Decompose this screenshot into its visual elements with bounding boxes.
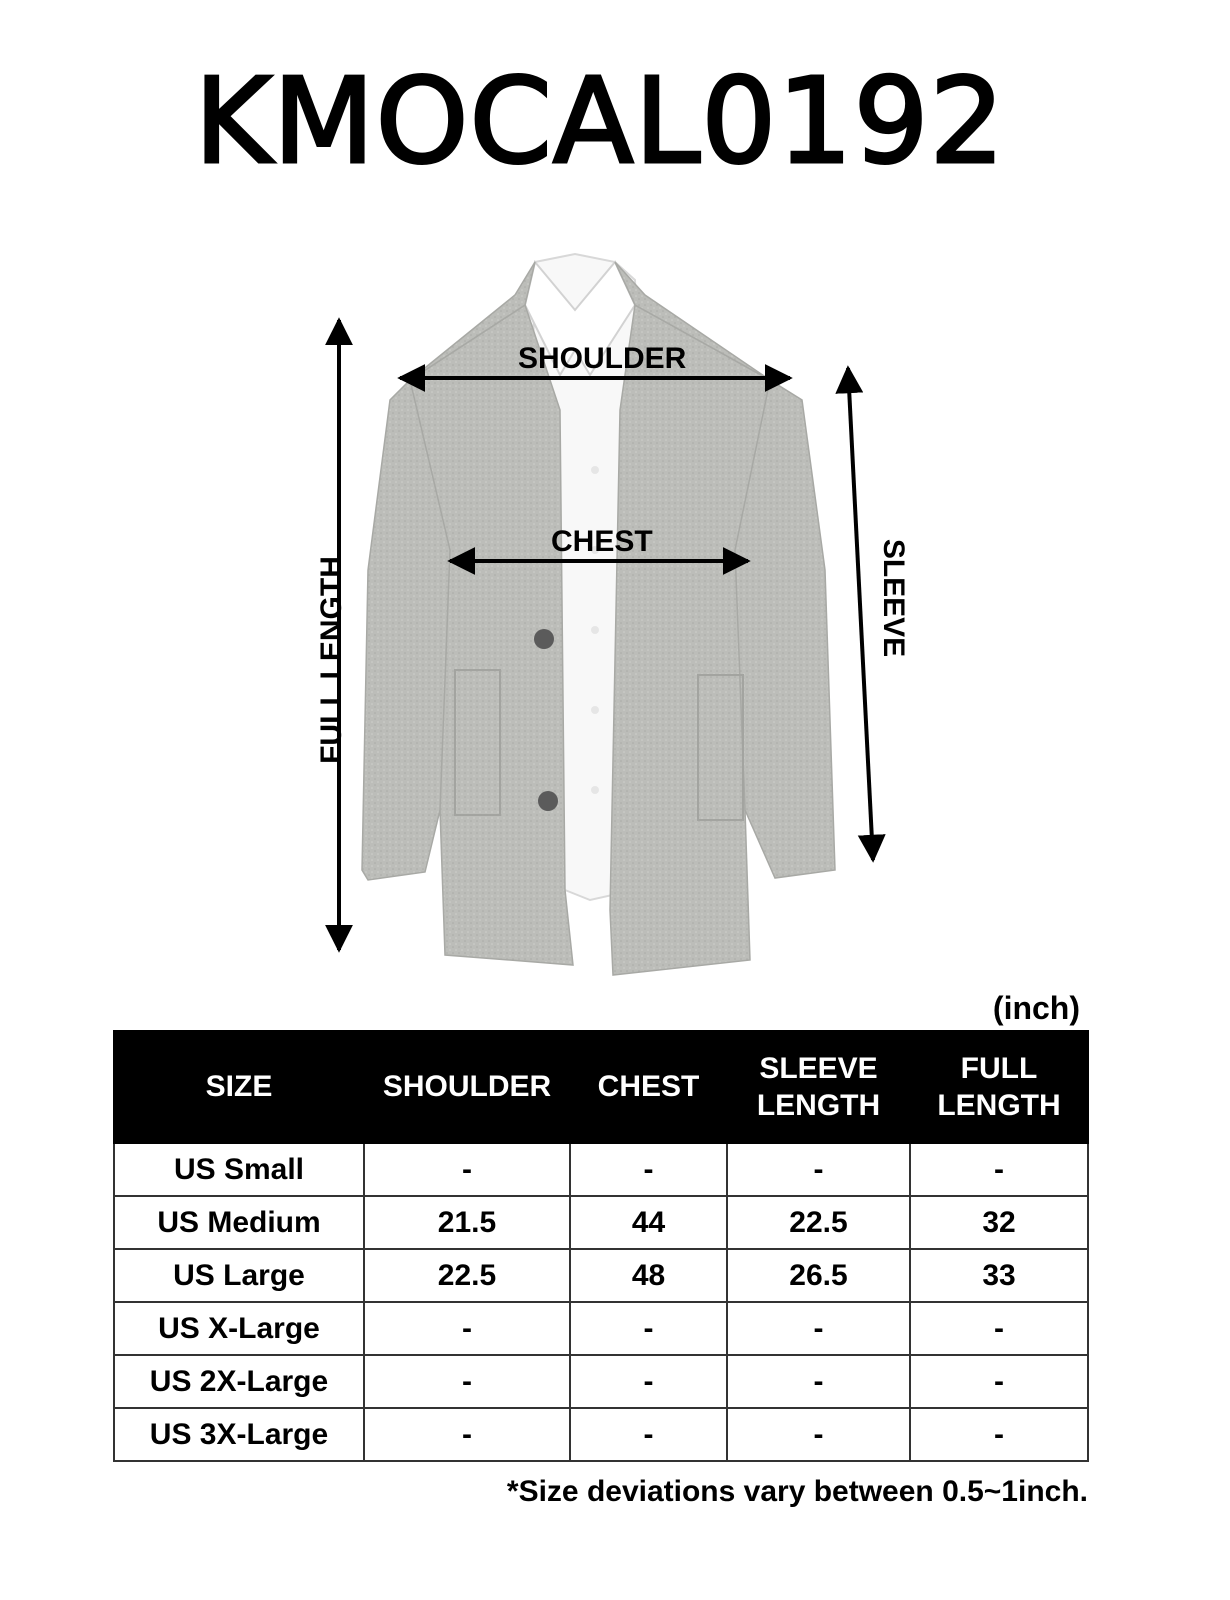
shoulder-cell: 22.5: [364, 1249, 570, 1302]
size-cell: US Small: [114, 1143, 364, 1196]
table-header-row: [114, 1031, 1088, 1143]
shoulder-cell: -: [364, 1302, 570, 1355]
shoulder-cell: -: [364, 1355, 570, 1408]
table-row: [114, 1196, 1088, 1249]
sleeve-length-cell: 22.5: [727, 1196, 910, 1249]
size-cell: US 3X-Large: [114, 1408, 364, 1461]
chest-cell: -: [570, 1355, 727, 1408]
shoulder-cell: -: [364, 1408, 570, 1461]
sleeve-length-cell: -: [727, 1355, 910, 1408]
table-row: [114, 1249, 1088, 1302]
full-length-cell: -: [910, 1355, 1088, 1408]
table-row: [114, 1408, 1088, 1461]
chest-cell: 48: [570, 1249, 727, 1302]
shoulder-label: SHOULDER: [518, 342, 687, 375]
sleeve-label: SLEEVE: [877, 538, 910, 658]
header-shoulder: SHOULDER: [364, 1031, 570, 1143]
shoulder-cell: -: [364, 1143, 570, 1196]
full-length-cell: 33: [910, 1249, 1088, 1302]
table-row: [114, 1355, 1088, 1408]
chest-cell: -: [570, 1143, 727, 1196]
header-sleeve-length: SLEEVE LENGTH: [727, 1031, 910, 1143]
full-length-cell: -: [910, 1302, 1088, 1355]
chest-cell: -: [570, 1302, 727, 1355]
header-size: SIZE: [114, 1031, 364, 1143]
shoulder-cell: 21.5: [364, 1196, 570, 1249]
table-row: [114, 1143, 1088, 1196]
sleeve-length-cell: 26.5: [727, 1249, 910, 1302]
unit-label: (inch): [992, 990, 1080, 1026]
full-length-label: FULL LENGTH: [315, 556, 348, 764]
size-cell: US X-Large: [114, 1302, 364, 1355]
size-cell: US Large: [114, 1249, 364, 1302]
sleeve-length-cell: -: [727, 1143, 910, 1196]
chest-cell: 44: [570, 1196, 727, 1249]
size-cell: US Medium: [114, 1196, 364, 1249]
chest-label: CHEST: [551, 525, 653, 558]
sleeve-length-cell: -: [727, 1408, 910, 1461]
sleeve-length-cell: -: [727, 1302, 910, 1355]
full-length-cell: 32: [910, 1196, 1088, 1249]
size-deviation-footnote: *Size deviations vary between 0.5~1inch.: [506, 1475, 1088, 1508]
product-code-title: KMOCAL0192: [194, 52, 1006, 190]
header-full-length: FULL LENGTH: [910, 1031, 1088, 1143]
size-cell: US 2X-Large: [114, 1355, 364, 1408]
full-length-cell: -: [910, 1408, 1088, 1461]
table-row: [114, 1302, 1088, 1355]
full-length-cell: -: [910, 1143, 1088, 1196]
chest-cell: -: [570, 1408, 727, 1461]
header-chest: CHEST: [570, 1031, 727, 1143]
garment-diagram: [290, 250, 930, 985]
size-chart-table: [113, 1030, 1089, 1462]
